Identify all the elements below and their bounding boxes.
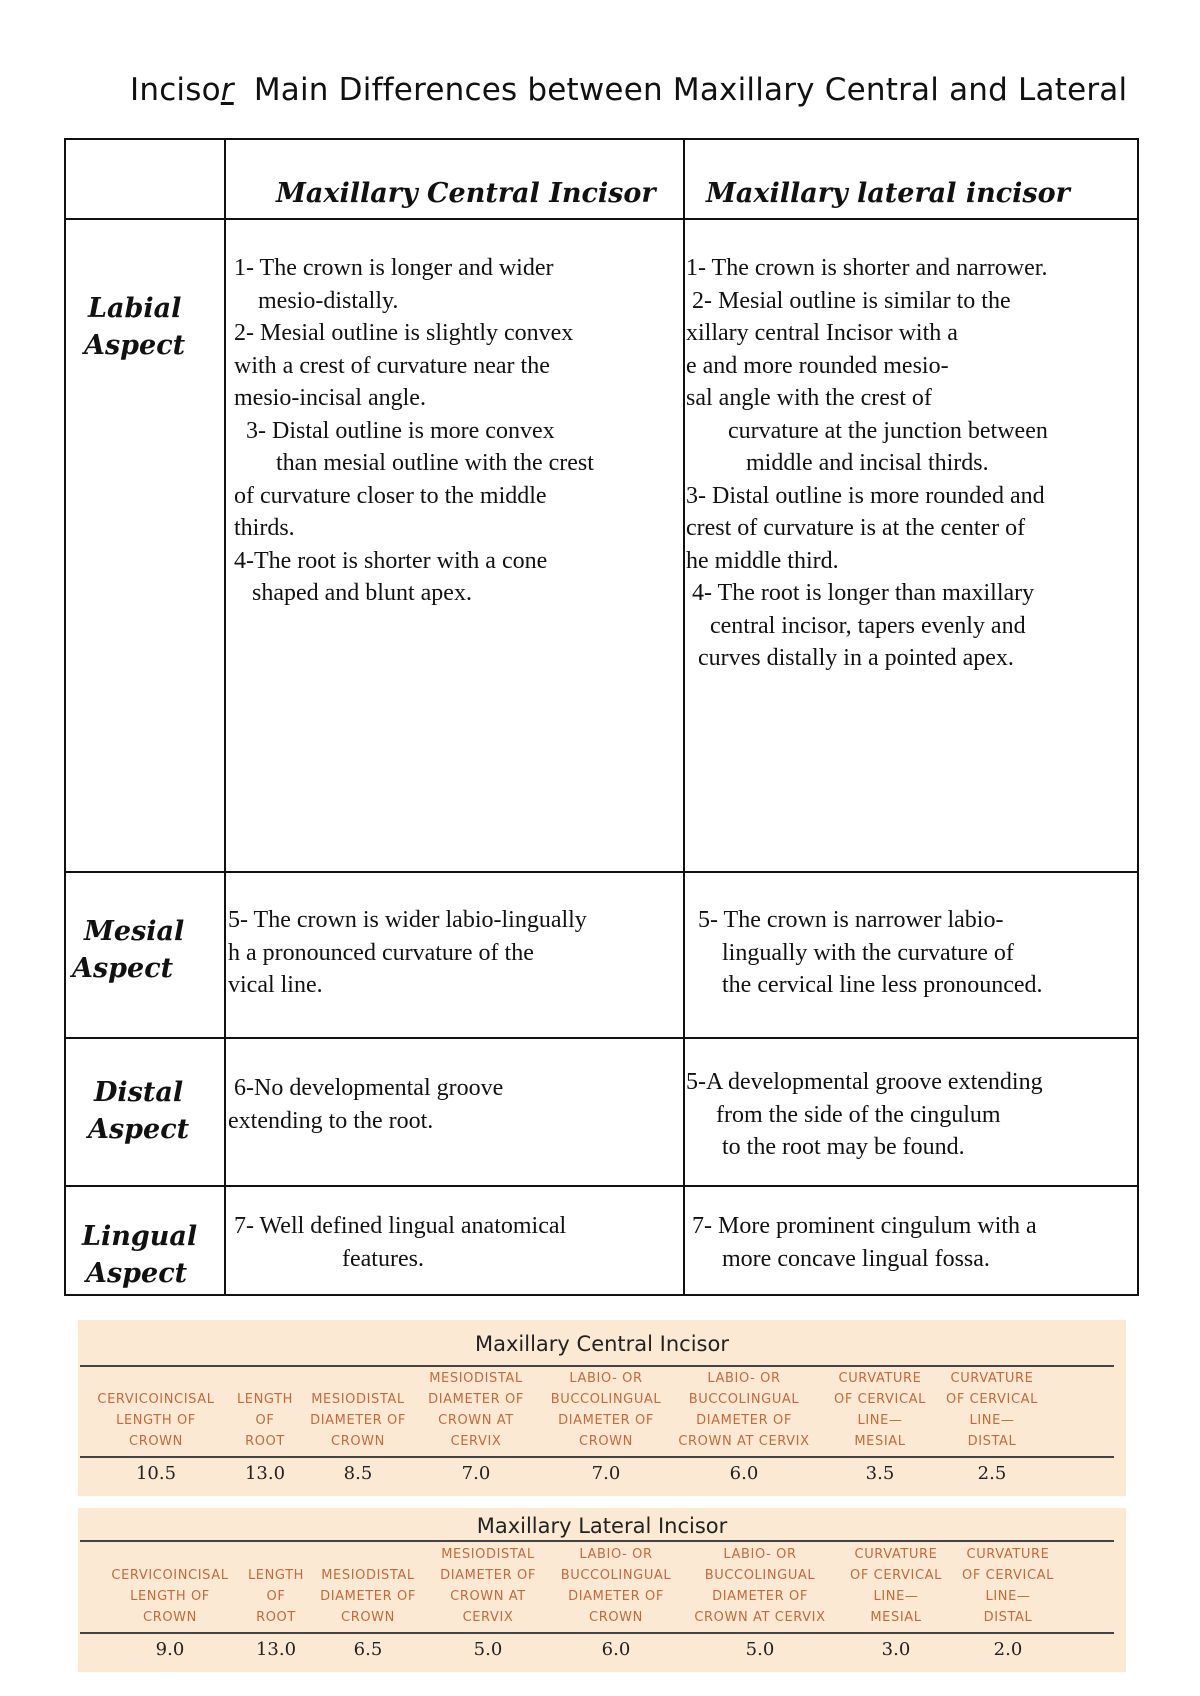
header-line: MESIODISTAL — [441, 1547, 535, 1562]
header-line: MESIODISTAL — [321, 1568, 415, 1583]
aspect-word: Lingual — [82, 1221, 198, 1252]
text-line: h a pronounced curvature of the — [228, 939, 534, 966]
table-rule — [80, 1540, 1114, 1542]
header-line: BUCCOLINGUAL — [560, 1568, 672, 1583]
lateral-labial-text — [686, 252, 1136, 867]
header-line: DIAMETER OF — [712, 1589, 808, 1604]
row-divider — [66, 1185, 1137, 1187]
row-divider — [66, 1037, 1137, 1039]
header-line: DIAMETER OF — [558, 1413, 654, 1428]
measurement-value: 13.0 — [255, 1639, 297, 1660]
text-line: curvature at the junction between — [686, 417, 1048, 444]
measurement-column-header — [690, 1544, 830, 1628]
header-line: CROWN AT — [438, 1413, 514, 1428]
aspect-word: Labial — [88, 293, 182, 324]
header-line: MESIAL — [870, 1610, 922, 1625]
header-line: BUCCOLINGUAL — [550, 1392, 662, 1407]
measurement-value: 6.5 — [353, 1639, 383, 1660]
measurement-value: 3.0 — [881, 1639, 911, 1660]
central-distal-text — [228, 1072, 680, 1182]
aspect-label-lingual — [82, 1218, 232, 1292]
measurement-value: 6.0 — [601, 1639, 631, 1660]
text-line: 3- Distal outline is more rounded and — [686, 482, 1045, 509]
measurement-table-lateral — [78, 1508, 1126, 1672]
measurement-column-header — [546, 1544, 686, 1628]
header-line: OF — [255, 1413, 275, 1428]
text-line: e and more rounded mesio- — [686, 352, 949, 379]
header-line: MESIODISTAL — [311, 1392, 405, 1407]
header-line: CURVATURE — [950, 1371, 1034, 1386]
measurement-value: 8.5 — [343, 1463, 373, 1484]
header-line: LENGTH OF — [116, 1413, 196, 1428]
header-line: LINE— — [873, 1589, 919, 1604]
header-line: CURVATURE — [966, 1547, 1050, 1562]
central-lingual-text — [234, 1210, 680, 1294]
text-line: 5-A developmental groove extending — [686, 1069, 1043, 1095]
text-line: shaped and blunt apex. — [234, 580, 472, 606]
header-line: MESIAL — [854, 1434, 906, 1449]
lateral-mesial-text — [686, 904, 1136, 1034]
header-line: DIAMETER OF — [568, 1589, 664, 1604]
table-rule — [80, 1456, 1114, 1458]
text-line: extending to the root. — [228, 1107, 434, 1134]
measurement-value: 10.5 — [135, 1463, 177, 1484]
aspect-word: Aspect — [72, 953, 174, 984]
text-line: more concave lingual fossa. — [686, 1245, 990, 1272]
central-labial-text — [234, 252, 680, 867]
lateral-distal-text — [686, 1066, 1136, 1182]
text-line: 1- The crown is shorter and narrower. — [686, 255, 1048, 281]
comparison-table — [64, 138, 1139, 1296]
measurement-column-header — [298, 1565, 438, 1628]
text-line: middle and incisal thirds. — [686, 450, 989, 476]
row-divider — [66, 871, 1137, 873]
header-line: DISTAL — [983, 1610, 1033, 1625]
text-line: of curvature closer to the middle — [234, 482, 547, 509]
header-line: ROOT — [256, 1610, 296, 1625]
header-line: CROWN AT — [450, 1589, 526, 1604]
text-line: than mesial outline with the crest — [234, 450, 594, 476]
measurement-value: 13.0 — [244, 1463, 286, 1484]
header-line: CROWN — [331, 1434, 385, 1449]
header-line: CURVATURE — [854, 1547, 938, 1562]
text-line: 7- More prominent cingulum with a — [686, 1213, 1037, 1239]
text-line: crest of curvature is at the center of — [686, 515, 1026, 541]
header-central-incisor: Maxillary Central Incisor — [276, 178, 656, 209]
table-rule — [80, 1365, 1114, 1367]
measurement-value: 5.0 — [473, 1639, 503, 1660]
header-line: DIAMETER OF — [428, 1392, 524, 1407]
header-line: LENGTH — [247, 1568, 305, 1583]
header-line: DISTAL — [967, 1434, 1017, 1449]
header-line: CURVATURE — [838, 1371, 922, 1386]
text-line: 2- Mesial outline is similar to the — [686, 287, 1011, 314]
text-line: vical line. — [228, 972, 323, 998]
header-line: OF CERVICAL — [850, 1568, 942, 1583]
header-line: LABIO- OR — [579, 1547, 653, 1562]
header-line: MESIODISTAL — [429, 1371, 523, 1386]
measurement-table-central — [78, 1320, 1126, 1496]
header-line: BUCCOLINGUAL — [704, 1568, 816, 1583]
text-line: central incisor, tapers evenly and — [686, 612, 1026, 639]
text-line: 1- The crown is longer and wider — [234, 255, 554, 281]
text-line: he middle third. — [686, 547, 839, 574]
header-line: CERVICOINCISAL — [111, 1568, 229, 1583]
table-rule — [80, 1632, 1114, 1634]
header-line: DIAMETER OF — [320, 1589, 416, 1604]
text-line: 5- The crown is wider labio-lingually — [228, 907, 587, 933]
text-line: with a crest of curvature near the — [234, 352, 550, 379]
text-line: 3- Distal outline is more convex — [234, 417, 555, 444]
header-line: LINE— — [985, 1589, 1031, 1604]
header-line: CROWN AT CERVIX — [694, 1610, 826, 1625]
header-line: CROWN — [129, 1434, 183, 1449]
header-line: LENGTH OF — [130, 1589, 210, 1604]
header-line: LINE— — [969, 1413, 1015, 1428]
measurement-value: 2.5 — [977, 1463, 1007, 1484]
header-line: OF — [266, 1589, 286, 1604]
header-line: LINE— — [857, 1413, 903, 1428]
measurement-value: 9.0 — [155, 1639, 185, 1660]
header-lateral-incisor: Maxillary lateral incisor — [706, 178, 1070, 209]
measurement-value: 6.0 — [729, 1463, 759, 1484]
text-line: curves distally in a pointed apex. — [686, 645, 1014, 671]
header-line: LABIO- OR — [569, 1371, 643, 1386]
measurement-value: 7.0 — [591, 1463, 621, 1484]
measurement-column-header — [406, 1368, 546, 1452]
header-line: CERVIX — [462, 1610, 514, 1625]
text-line: to the root may be found. — [686, 1134, 965, 1160]
text-line: 2- Mesial outline is slightly convex — [234, 320, 574, 346]
text-line: features. — [234, 1245, 424, 1272]
measurement-value: 2.0 — [993, 1639, 1023, 1660]
aspect-word: Aspect — [84, 330, 186, 361]
page-title — [130, 72, 1170, 108]
text-line: sal angle with the crest of — [686, 385, 932, 411]
header-line: CERVICOINCISAL — [97, 1392, 215, 1407]
header-line: OF CERVICAL — [946, 1392, 1038, 1407]
header-line: LENGTH — [236, 1392, 294, 1407]
aspect-word: Aspect — [86, 1258, 188, 1289]
text-line: 4-The root is shorter with a cone — [234, 547, 548, 574]
header-line: DIAMETER OF — [440, 1568, 536, 1583]
measurement-column-header — [418, 1544, 558, 1628]
header-line: ROOT — [245, 1434, 285, 1449]
measurement-table-title: Maxillary Lateral Incisor — [476, 1514, 728, 1538]
measurement-column-header — [938, 1544, 1078, 1628]
aspect-label-labial — [84, 290, 238, 364]
header-line: OF CERVICAL — [962, 1568, 1054, 1583]
header-line: LABIO- OR — [707, 1371, 781, 1386]
aspect-word: Mesial — [84, 916, 185, 947]
row-divider — [66, 218, 1137, 220]
title-underlined-letter: r — [220, 72, 234, 108]
measurement-column-header — [922, 1368, 1062, 1452]
lateral-lingual-text — [686, 1210, 1136, 1294]
header-line: CROWN — [341, 1610, 395, 1625]
measurement-value: 7.0 — [461, 1463, 491, 1484]
text-line: mesio-distally. — [234, 287, 399, 314]
text-line: 5- The crown is narrower labio- — [686, 907, 1004, 933]
title-rest: Main Differences between Maxillary Central and Lateral — [233, 72, 1128, 108]
header-line: DIAMETER OF — [310, 1413, 406, 1428]
text-line: the cervical line less pronounced. — [686, 972, 1043, 998]
text-line: lingually with the curvature of — [686, 939, 1014, 966]
text-line: thirds. — [234, 515, 295, 541]
header-line: CROWN — [143, 1610, 197, 1625]
measurement-value: 5.0 — [745, 1639, 775, 1660]
central-mesial-text — [228, 904, 680, 1034]
header-line: LABIO- OR — [723, 1547, 797, 1562]
column-divider — [683, 140, 685, 1294]
header-line: CROWN — [589, 1610, 643, 1625]
title-prefix: Inciso — [130, 72, 221, 108]
aspect-word: Aspect — [88, 1114, 190, 1145]
header-line: CROWN — [579, 1434, 633, 1449]
text-line: mesio-incisal angle. — [234, 385, 426, 411]
text-line: from the side of the cingulum — [686, 1101, 1001, 1128]
header-line: DIAMETER OF — [696, 1413, 792, 1428]
measurement-column-header — [674, 1368, 814, 1452]
measurement-table-title: Maxillary Central Incisor — [475, 1332, 729, 1356]
text-line: xillary central Incisor with a — [686, 320, 958, 346]
text-line: 4- The root is longer than maxillary — [686, 580, 1035, 606]
header-line: OF CERVICAL — [834, 1392, 926, 1407]
header-line: CROWN AT CERVIX — [678, 1434, 810, 1449]
header-line: BUCCOLINGUAL — [688, 1392, 800, 1407]
aspect-word: Distal — [94, 1077, 184, 1108]
text-line: 7- Well defined lingual anatomical — [234, 1213, 567, 1239]
measurement-value: 3.5 — [865, 1463, 895, 1484]
aspect-label-mesial — [72, 913, 234, 987]
measurement-column-header — [536, 1368, 676, 1452]
aspect-label-distal — [88, 1074, 238, 1148]
text-line: 6-No developmental groove — [228, 1075, 504, 1101]
header-line: CERVIX — [450, 1434, 502, 1449]
